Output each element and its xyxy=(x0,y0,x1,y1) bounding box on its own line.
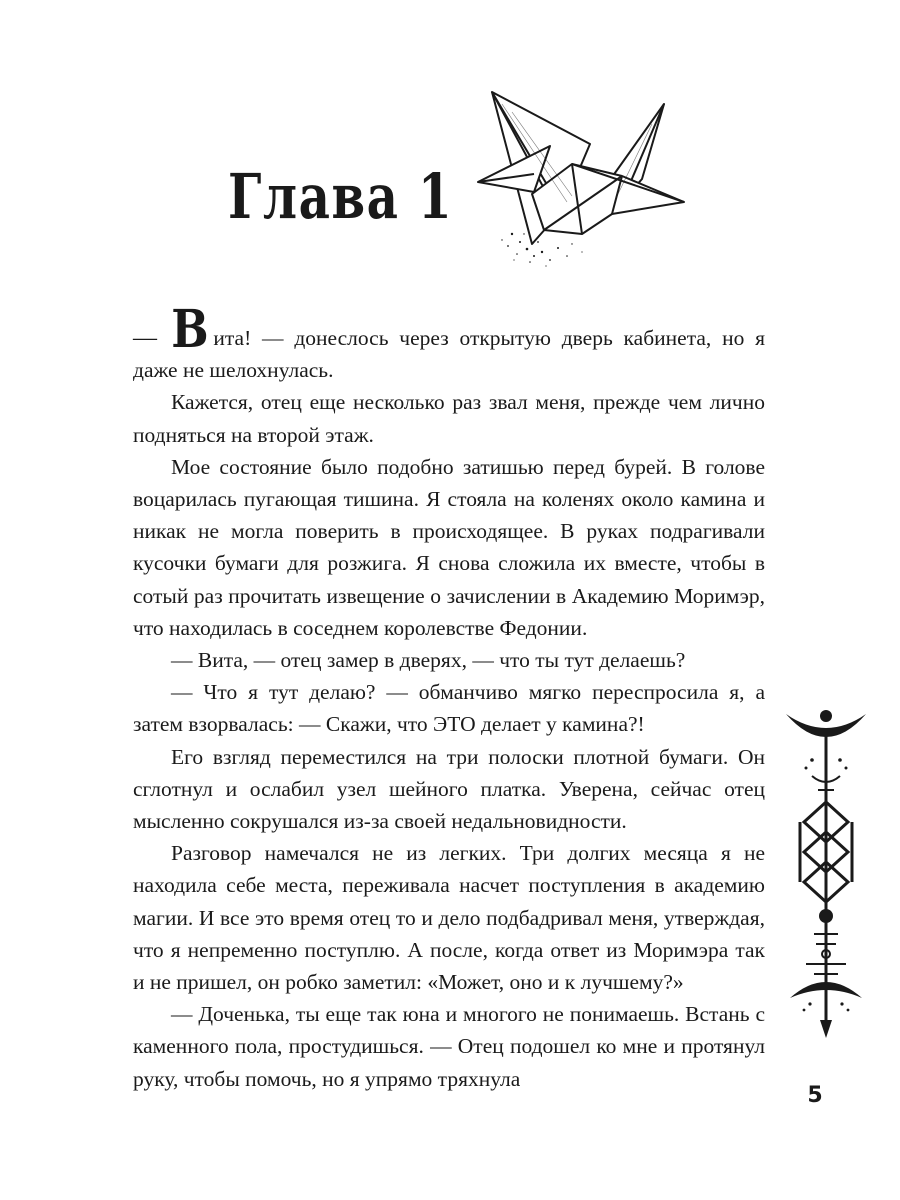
origami-crane-icon xyxy=(472,84,702,274)
paragraph: Кажется, отец еще несколько раз звал меня, прежде чем лично подняться на второй этаж. xyxy=(133,390,765,447)
vertical-rune-ornament-icon xyxy=(776,702,876,1042)
paragraph: — Что я тут делаю? — обманчиво мягко переспросила я, а затем взорвалась: — Скажи, что ЭТО делает у камина?! xyxy=(133,680,765,737)
drop-cap: В xyxy=(171,299,210,360)
opening-dash: — xyxy=(133,325,169,351)
chapter-title: Глава 1 xyxy=(228,160,454,233)
body-text xyxy=(133,299,765,1095)
paragraph: Его взгляд переместился на три полоски плотной бумаги. Он сглотнул и ослабил узел шейного платка. Уверена, сейчас отец мысленно сокрушался из-за своей недальновидности. xyxy=(133,744,765,834)
page-number: 5 xyxy=(807,1083,823,1108)
opening-text: ита! — донеслось через открытую дверь кабинета, но я даже не шелохнулась. xyxy=(133,326,765,383)
paragraph: Разговор намечался не из легких. Три долгих месяца я не находила себе места, переживала насчет поступления в академию магии. И все это время отец то и дело подбадривал меня, утверждая, что я непременно поступлю. А после, когда ответ из Моримэра так и не пришел, он робко заметил: «Может, оно и к лучшему?» xyxy=(133,841,765,995)
opening-paragraph xyxy=(133,299,765,386)
paragraph: — Доченька, ты еще так юна и многого не понимаешь. Встань с каменного пола, простудишься. — Отец подошел ко мне и протянул руку, чтобы помочь, но я упрямо тряхнула xyxy=(133,1002,765,1091)
paragraph: Мое состояние было подобно затишью перед бурей. В голове воцарилась пугающая тишина. Я стояла на коленях около камина и никак не могла поверить в происходящее. В руках подрагивали кусочки бумаги для розжига. Я снова сложила их вместе, чтобы в сотый раз прочитать извещение о зачислении в Академию Моримэр, что находилась в соседнем королевстве Федонии. xyxy=(133,454,765,640)
paragraph: — Вита, — отец замер в дверях, — что ты тут делаешь? xyxy=(171,648,686,673)
